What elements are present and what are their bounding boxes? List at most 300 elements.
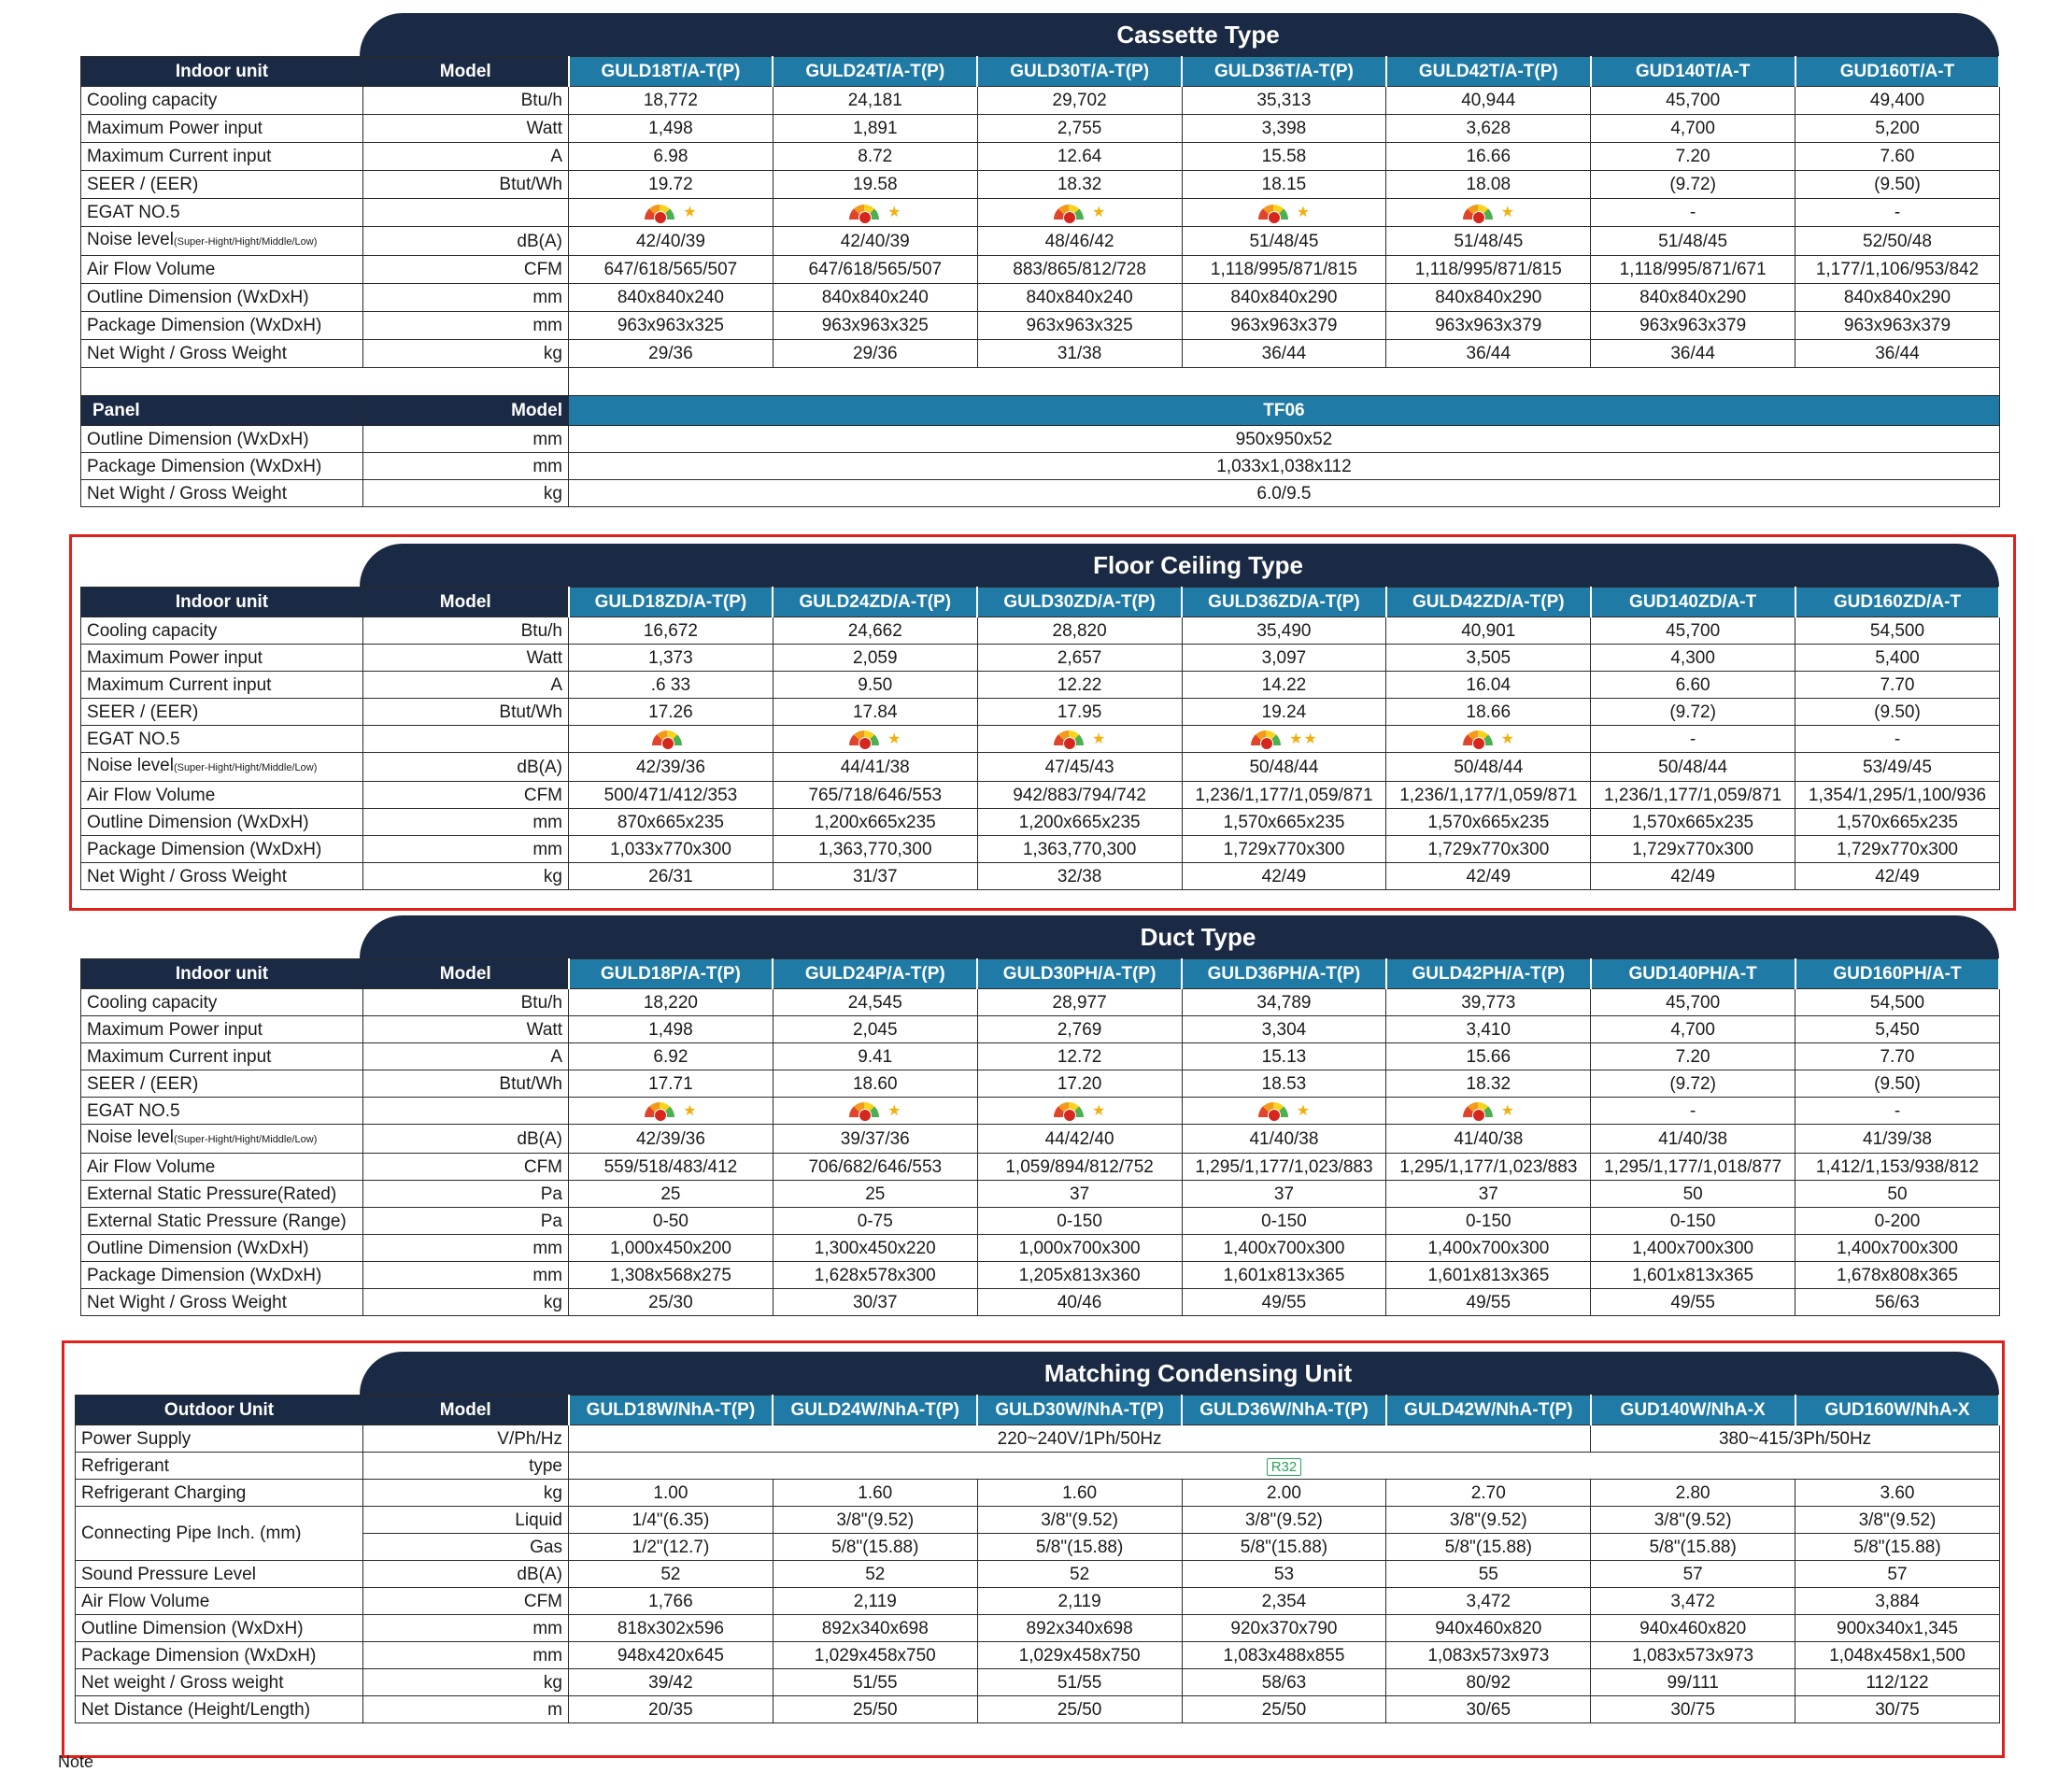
spec-value: [569, 199, 773, 227]
spec-value: 818x302x596: [569, 1615, 773, 1642]
spec-row: [76, 1615, 2000, 1642]
spec-value: 50: [1591, 1181, 1795, 1208]
spec-value: 1,363,770,300: [773, 836, 977, 863]
spec-unit: mm: [363, 1642, 569, 1669]
spec-row: [76, 1642, 2000, 1669]
spec-value: 54,500: [1795, 617, 2000, 645]
spec-value: 52: [773, 1561, 977, 1588]
spec-row: [81, 87, 2000, 115]
spec-value: 49/55: [1591, 1289, 1795, 1316]
spec-label: [81, 617, 363, 645]
egat-no5-label-icon: [1054, 729, 1091, 749]
spec-value: 0-200: [1795, 1208, 2000, 1235]
spec-value: 30/37: [773, 1289, 977, 1316]
star-icon: ★: [1500, 205, 1514, 221]
spec-value: 39/42: [569, 1669, 773, 1696]
spec-label-text: Maximum Power input: [87, 1019, 263, 1040]
spec-value: 28,977: [977, 989, 1182, 1016]
spec-value: 3/8"(9.52): [1182, 1507, 1386, 1534]
spec-value: -: [1591, 726, 1795, 753]
spec-value: 56/63: [1795, 1289, 2000, 1316]
energy-dot-icon: [859, 211, 872, 224]
spec-value: 18.66: [1386, 699, 1591, 726]
spec-label: [81, 312, 363, 340]
spec-value: 42/39/36: [569, 753, 773, 782]
spec-value: 34,789: [1182, 989, 1386, 1016]
spec-label: [81, 199, 363, 227]
spec-unit: Watt: [363, 645, 569, 672]
model-name-cell: GULD36T/A-T(P): [1182, 57, 1386, 87]
spec-value: 50: [1795, 1181, 2000, 1208]
spec-unit: [363, 726, 569, 753]
duct-spec-table: [80, 958, 2000, 1316]
spec-value: 5,200: [1795, 115, 2000, 143]
spec-value: 1,628x578x300: [773, 1262, 977, 1289]
spec-value: 31/37: [773, 863, 977, 890]
spec-row: [81, 1208, 2000, 1235]
spec-value: 1,570x665x235: [1386, 809, 1591, 836]
spec-value: 24,181: [773, 87, 977, 115]
spec-value: 47/45/43: [977, 753, 1182, 782]
spec-label: Refrigerant: [76, 1453, 363, 1480]
spec-value: 3,097: [1182, 645, 1386, 672]
spec-row: [76, 1453, 2000, 1480]
spec-value: 647/618/565/507: [569, 256, 773, 284]
spec-value: 12.22: [977, 672, 1182, 699]
spec-row: [81, 1070, 2000, 1098]
spec-unit: mm: [363, 453, 569, 480]
energy-dot-icon: [1260, 737, 1273, 750]
spec-label: [81, 1208, 363, 1235]
energy-dot-icon: [1472, 737, 1485, 750]
egat-no5-label-icon: [1463, 203, 1500, 223]
spec-value: 3,505: [1386, 645, 1591, 672]
spec-label-text: Package Dimension (WxDxH): [87, 316, 322, 335]
model-header: Model: [363, 959, 569, 989]
spec-value: 0-150: [977, 1208, 1182, 1235]
spec-row: [81, 726, 2000, 753]
spec-value: 840x840x240: [569, 284, 773, 312]
spec-label-text: EGAT NO.5: [87, 203, 180, 222]
spec-value: 500/471/412/353: [569, 782, 773, 809]
star-icon: ★: [1296, 1102, 1311, 1119]
model-name-cell: GULD36PH/A-T(P): [1182, 959, 1386, 989]
spec-unit: dB(A): [363, 227, 569, 256]
spec-value: 18.32: [977, 171, 1182, 199]
spec-row: [81, 1016, 2000, 1043]
spec-value: 30/65: [1386, 1696, 1591, 1723]
spec-label: [81, 699, 363, 726]
spec-label: Outline Dimension (WxDxH): [81, 426, 363, 453]
spec-value: 1,498: [569, 1016, 773, 1043]
spacer-cell: [81, 368, 569, 396]
spec-value: 5/8"(15.88): [1182, 1534, 1386, 1561]
spec-unit: mm: [363, 1615, 569, 1642]
spec-row: [76, 1480, 2000, 1507]
spec-value: 1,029x458x750: [773, 1642, 977, 1669]
spec-row: [81, 1289, 2000, 1316]
spec-value: 25: [569, 1181, 773, 1208]
spec-unit: mm: [363, 1235, 569, 1262]
spec-row: [81, 617, 2000, 645]
spec-value: 37: [1182, 1181, 1386, 1208]
spec-value: 900x340x1,345: [1795, 1615, 2000, 1642]
spec-label-text: Maximum Current input: [87, 674, 272, 695]
spec-value: 840x840x290: [1386, 284, 1591, 312]
spec-value: 17.71: [569, 1070, 773, 1098]
spec-unit: Btut/Wh: [363, 171, 569, 199]
spec-value: 2,769: [977, 1016, 1182, 1043]
star-icon: ★: [1091, 730, 1106, 747]
energy-dot-icon: [1472, 1109, 1485, 1122]
spec-value: [977, 726, 1182, 753]
spec-unit: mm: [363, 312, 569, 340]
spec-label: [81, 284, 363, 312]
spec-value: 0-75: [773, 1208, 977, 1235]
model-name-cell: GULD36W/NhA-T(P): [1182, 1396, 1386, 1425]
egat-no5-label-icon: [1054, 1100, 1091, 1121]
spec-value: [1386, 199, 1591, 227]
spec-value: 920x370x790: [1182, 1615, 1386, 1642]
spec-value: 3,410: [1386, 1016, 1591, 1043]
spec-value: 2,354: [1182, 1588, 1386, 1615]
spec-value: 1/2"(12.7): [569, 1534, 773, 1561]
spec-label: [81, 1070, 363, 1098]
spec-value: 39,773: [1386, 989, 1591, 1016]
spec-value: 31/38: [977, 340, 1182, 368]
spec-value: [569, 1098, 773, 1125]
spec-value: 7.70: [1795, 672, 2000, 699]
spec-label-text: Cooling capacity: [87, 620, 218, 641]
spec-label-text: Maximum Current input: [87, 1046, 272, 1067]
spec-row: [76, 1561, 2000, 1588]
spec-value: 40,944: [1386, 87, 1591, 115]
spec-unit: A: [363, 672, 569, 699]
spec-value: 1,601x813x365: [1591, 1262, 1795, 1289]
spec-value: 963x963x379: [1182, 312, 1386, 340]
spec-value: 1,729x770x300: [1182, 836, 1386, 863]
spec-unit: mm: [363, 836, 569, 863]
spec-value: 49/55: [1182, 1289, 1386, 1316]
spec-value: [1182, 1098, 1386, 1125]
egat-no5-label-icon: [849, 729, 887, 749]
spec-value: 3/8"(9.52): [977, 1507, 1182, 1534]
spec-value: 18.32: [1386, 1070, 1591, 1098]
spec-unit: [363, 199, 569, 227]
spec-value: 42/39/36: [569, 1125, 773, 1154]
spec-label-text: Package Dimension (WxDxH): [87, 1265, 322, 1285]
spec-label: Net Distance (Height/Length): [76, 1696, 363, 1723]
egat-no5-label-icon: [1054, 203, 1091, 223]
spec-label-text: Noise level: [87, 230, 174, 249]
spec-value: 48/46/42: [977, 227, 1182, 256]
model-name-cell: GULD42W/NhA-T(P): [1386, 1396, 1591, 1425]
spec-value: 1,295/1,177/1,018/877: [1591, 1154, 1795, 1181]
spec-row: [81, 227, 2000, 256]
spec-value: 1,033x1,038x112: [569, 453, 2000, 480]
spec-unit: [363, 1098, 569, 1125]
spec-value: [1182, 199, 1386, 227]
spec-label-text: Outline Dimension (WxDxH): [87, 1238, 309, 1258]
spec-unit: V/Ph/Hz: [363, 1425, 569, 1453]
spec-row: [81, 284, 2000, 312]
spec-value: 3,628: [1386, 115, 1591, 143]
spec-value: 940x460x820: [1386, 1615, 1591, 1642]
spec-value: 18.08: [1386, 171, 1591, 199]
egat-no5-label-icon: [652, 729, 689, 749]
spec-value: 35,313: [1182, 87, 1386, 115]
spec-value: 840x840x290: [1591, 284, 1795, 312]
model-header: Model: [363, 588, 569, 617]
spec-value: 16.66: [1386, 143, 1591, 171]
star-icon: ★: [1289, 730, 1303, 747]
spec-label: [81, 1125, 363, 1154]
spec-value: 1,048x458x1,500: [1795, 1642, 2000, 1669]
model-header: Model: [363, 57, 569, 87]
spec-value: 18,220: [569, 989, 773, 1016]
spec-value: 1,678x808x365: [1795, 1262, 2000, 1289]
spec-unit: CFM: [363, 256, 569, 284]
spec-value: 1,033x770x300: [569, 836, 773, 863]
spec-value: 36/44: [1591, 340, 1795, 368]
panel-model-name: TF06: [569, 396, 2000, 426]
spec-label: [81, 836, 363, 863]
spec-label: [81, 753, 363, 782]
spec-label: Net Wight / Gross Weight: [81, 480, 363, 507]
spec-value: 892x340x698: [977, 1615, 1182, 1642]
spec-value: 49,400: [1795, 87, 2000, 115]
spec-row: [81, 782, 2000, 809]
spec-value: 942/883/794/742: [977, 782, 1182, 809]
spec-value: 220~240V/1Ph/50Hz: [569, 1425, 1591, 1453]
spec-label: Refrigerant Charging: [76, 1480, 363, 1507]
spec-label-text: EGAT NO.5: [87, 1100, 180, 1121]
star-icon: ★: [1091, 1102, 1106, 1119]
spec-label-text: External Static Pressure (Range): [87, 1211, 347, 1231]
spec-label: [81, 256, 363, 284]
spec-value: 1,400x700x300: [1386, 1235, 1591, 1262]
spec-value: 41/40/38: [1182, 1125, 1386, 1154]
spec-label: [81, 809, 363, 836]
spec-value: 44/41/38: [773, 753, 977, 782]
spec-value: 5/8"(15.88): [1591, 1534, 1795, 1561]
spec-value: 2.80: [1591, 1480, 1795, 1507]
spec-value: 51/48/45: [1182, 227, 1386, 256]
spec-label: [81, 1235, 363, 1262]
spec-value: 18,772: [569, 87, 773, 115]
spec-value: 51/55: [977, 1669, 1182, 1696]
spec-value: [977, 1098, 1182, 1125]
star-icon: ★: [1091, 205, 1106, 221]
spec-row: [81, 1125, 2000, 1154]
spec-value: 2,755: [977, 115, 1182, 143]
spec-value: 1,118/995/871/815: [1182, 256, 1386, 284]
spec-value: 870x665x235: [569, 809, 773, 836]
outdoor-unit-header: Outdoor Unit: [76, 1396, 363, 1425]
spec-row: [81, 1043, 2000, 1070]
spec-value: 1.00: [569, 1480, 773, 1507]
spec-value: 20/35: [569, 1696, 773, 1723]
spec-value: 1,498: [569, 115, 773, 143]
spec-row: [81, 340, 2000, 368]
spec-value: 1,083x573x973: [1591, 1642, 1795, 1669]
spec-row: [76, 1507, 2000, 1534]
spec-row: [81, 143, 2000, 171]
spec-label: Air Flow Volume: [76, 1588, 363, 1615]
spec-label: Sound Pressure Level: [76, 1561, 363, 1588]
spec-value: 3,304: [1182, 1016, 1386, 1043]
model-name-cell: GULD24P/A-T(P): [773, 959, 977, 989]
spec-unit: mm: [363, 426, 569, 453]
model-name-cell: GUD140W/NhA-X: [1591, 1396, 1795, 1425]
spec-value: 3/8"(9.52): [1591, 1507, 1795, 1534]
spec-row: [81, 699, 2000, 726]
spec-value: 2,059: [773, 645, 977, 672]
spec-label-text: SEER / (EER): [87, 1073, 199, 1094]
spec-unit: Btu/h: [363, 989, 569, 1016]
spec-value: [773, 1098, 977, 1125]
model-name-cell: GUD160PH/A-T: [1795, 959, 2000, 989]
spacer-cell: [569, 368, 2000, 396]
star-icon: ★: [683, 1102, 697, 1119]
spec-value: 99/111: [1591, 1669, 1795, 1696]
spec-value: 647/618/565/507: [773, 256, 977, 284]
spec-value: 1,570x665x235: [1182, 809, 1386, 836]
spec-value: 559/518/483/412: [569, 1154, 773, 1181]
spec-value: 1,354/1,295/1,100/936: [1795, 782, 2000, 809]
spec-value: 883/865/812/728: [977, 256, 1182, 284]
spec-value: 3/8"(9.52): [1795, 1507, 2000, 1534]
spec-value: 29/36: [773, 340, 977, 368]
spec-label-text: Maximum Current input: [87, 147, 272, 166]
spec-value: 5/8"(15.88): [1795, 1534, 2000, 1561]
spec-value: (9.72): [1591, 1070, 1795, 1098]
spec-value: 42/40/39: [773, 227, 977, 256]
spec-unit: m: [363, 1696, 569, 1723]
spec-label-sub: (Super-Hight/Hight/Middle/Low): [173, 236, 318, 248]
spec-unit: A: [363, 143, 569, 171]
spec-label-text: EGAT NO.5: [87, 729, 180, 749]
model-name-cell: GUD160T/A-T: [1795, 57, 2000, 87]
spec-value: 15.58: [1182, 143, 1386, 171]
spec-value: 1,570x665x235: [1795, 809, 2000, 836]
spec-row: [76, 1669, 2000, 1696]
egat-no5-label-icon: [645, 1100, 682, 1121]
spec-value: 963x963x379: [1591, 312, 1795, 340]
spec-value: 18.60: [773, 1070, 977, 1098]
spec-label: [81, 87, 363, 115]
model-header: Model: [363, 1396, 569, 1425]
spec-value: 15.66: [1386, 1043, 1591, 1070]
header-row: [76, 1396, 2000, 1425]
spec-label: [81, 1289, 363, 1316]
spec-value: -: [1795, 726, 2000, 753]
spec-value: -: [1591, 199, 1795, 227]
spec-value: 42/49: [1795, 863, 2000, 890]
spec-value: 50/48/44: [1591, 753, 1795, 782]
model-name-cell: GULD36ZD/A-T(P): [1182, 588, 1386, 617]
spec-unit: Btu/h: [363, 87, 569, 115]
spec-unit: mm: [363, 284, 569, 312]
spec-row: [76, 1588, 2000, 1615]
spec-label-text: Air Flow Volume: [87, 785, 216, 805]
spec-value: 25: [773, 1181, 977, 1208]
spec-value: 1,729x770x300: [1795, 836, 2000, 863]
spec-value: 1/4"(6.35): [569, 1507, 773, 1534]
spec-value: [773, 726, 977, 753]
spec-label: [81, 672, 363, 699]
spec-label-sub: (Super-Hight/Hight/Middle/Low): [173, 1134, 318, 1145]
spec-value: 840x840x240: [773, 284, 977, 312]
spec-value: 1,236/1,177/1,059/871: [1386, 782, 1591, 809]
spec-label: [81, 989, 363, 1016]
spec-label: Outline Dimension (WxDxH): [76, 1615, 363, 1642]
indoor-unit-header: Indoor unit: [81, 57, 363, 87]
spec-value: 51/55: [773, 1669, 977, 1696]
spec-value: 3/8"(9.52): [1386, 1507, 1591, 1534]
spec-value: 53: [1182, 1561, 1386, 1588]
spec-value: 25/50: [977, 1696, 1182, 1723]
spec-value: (9.72): [1591, 699, 1795, 726]
spec-value: [1182, 726, 1386, 753]
spec-value: 18.53: [1182, 1070, 1386, 1098]
spec-value: 765/718/646/553: [773, 782, 977, 809]
spec-row: [81, 1154, 2000, 1181]
spec-unit: dB(A): [363, 1561, 569, 1588]
spec-unit: CFM: [363, 1588, 569, 1615]
duct-title: Duct Type: [360, 915, 1999, 958]
model-name-cell: GULD30ZD/A-T(P): [977, 588, 1182, 617]
spec-value: 2.00: [1182, 1480, 1386, 1507]
spec-label: Net weight / Gross weight: [76, 1669, 363, 1696]
spec-value: 42/49: [1182, 863, 1386, 890]
spec-unit: Gas: [363, 1534, 569, 1561]
model-name-cell: GULD30T/A-T(P): [977, 57, 1182, 87]
spec-value: 51/48/45: [1591, 227, 1795, 256]
spec-row: [81, 863, 2000, 890]
spec-value: [569, 726, 773, 753]
header-row: [81, 588, 2000, 617]
spec-value: 41/39/38: [1795, 1125, 2000, 1154]
spec-value: 15.13: [1182, 1043, 1386, 1070]
energy-dot-icon: [1063, 211, 1076, 224]
spec-unit: kg: [363, 1669, 569, 1696]
spec-value: 0-50: [569, 1208, 773, 1235]
spec-value: 1,295/1,177/1,023/883: [1182, 1154, 1386, 1181]
spec-value: 5/8"(15.88): [773, 1534, 977, 1561]
spec-row: [81, 1235, 2000, 1262]
spec-value: 112/122: [1795, 1669, 2000, 1696]
spec-unit: mm: [363, 809, 569, 836]
spec-value: 6.98: [569, 143, 773, 171]
spec-label-text: Outline Dimension (WxDxH): [87, 288, 309, 307]
spec-row: [81, 1262, 2000, 1289]
spec-label: [81, 1154, 363, 1181]
spec-label: Connecting Pipe Inch. (mm): [76, 1507, 363, 1561]
spec-value: 12.64: [977, 143, 1182, 171]
spec-value: 963x963x325: [773, 312, 977, 340]
model-name-cell: GUD160ZD/A-T: [1795, 588, 2000, 617]
spec-value: 58/63: [1182, 1669, 1386, 1696]
spec-unit: Watt: [363, 115, 569, 143]
spec-value: 963x963x379: [1386, 312, 1591, 340]
star-icon: ★: [887, 205, 901, 221]
floor-ceiling-title: Floor Ceiling Type: [360, 544, 1999, 587]
spec-value: 40/46: [977, 1289, 1182, 1316]
refrigerant-r32-badge: R32: [1267, 1458, 1302, 1476]
energy-dot-icon: [859, 737, 872, 750]
spec-label: [81, 227, 363, 256]
